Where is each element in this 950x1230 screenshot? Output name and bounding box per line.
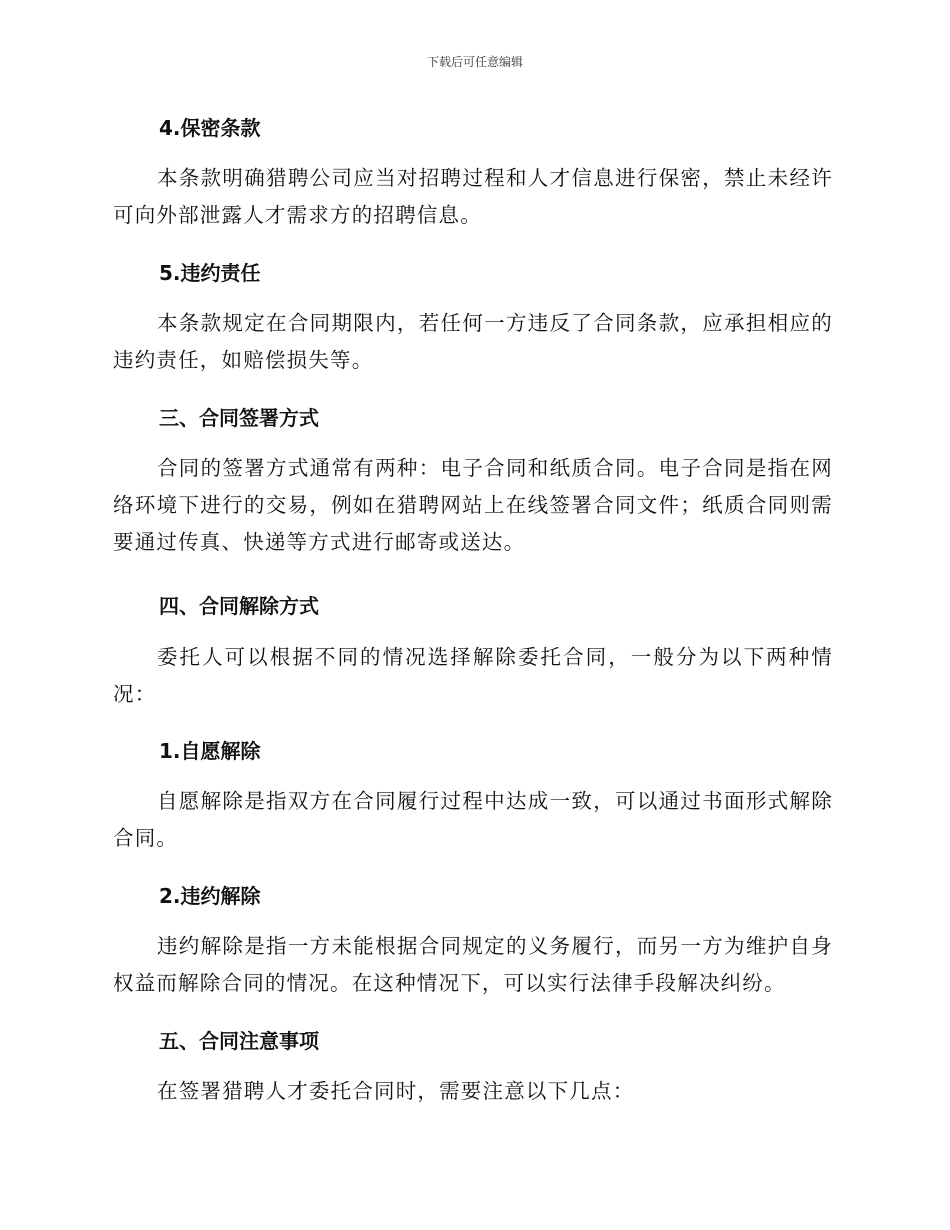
- paragraph-breach: 违约解除是指一方未能根据合同规定的义务履行，而另一方为维护自身权益而解除合同的情况。在这种情况下，可以实行法律手段解决纠纷。: [113, 934, 833, 995]
- section-heading-breach: 2.违约解除: [159, 884, 261, 908]
- section-heading-voluntary: 1.自愿解除: [159, 739, 261, 763]
- paragraph-notes: 在签署猎聘人才委托合同时，需要注意以下几点：: [157, 1079, 635, 1103]
- section-heading-signing-method: 三、合同签署方式: [159, 406, 319, 430]
- paragraph-voluntary: 自愿解除是指双方在合同履行过程中达成一致，可以通过书面形式解除合同。: [113, 789, 833, 850]
- section-heading-liability: 5.违约责任: [159, 261, 261, 285]
- paragraph-confidentiality: 本条款明确猎聘公司应当对招聘过程和人才信息进行保密，禁止未经许可向外部泄露人才需求方的招聘信息。: [113, 166, 833, 227]
- section-heading-confidentiality: 4.保密条款: [159, 116, 261, 140]
- paragraph-signing-method: 合同的签署方式通常有两种：电子合同和纸质合同。电子合同是指在网络环境下进行的交易，例如在猎聘网站上在线签署合同文件；纸质合同则需要通过传真、快递等方式进行邮寄或送达。: [113, 456, 833, 554]
- page-header: 下载后可任意编辑: [426, 55, 523, 69]
- paragraph-liability: 本条款规定在合同期限内，若任何一方违反了合同条款，应承担相应的违约责任，如赔偿损失等。: [113, 311, 833, 372]
- paragraph-termination: 委托人可以根据不同的情况选择解除委托合同，一般分为以下两种情况：: [113, 645, 833, 706]
- section-heading-termination: 四、合同解除方式: [159, 594, 319, 618]
- section-heading-notes: 五、合同注意事项: [159, 1029, 319, 1053]
